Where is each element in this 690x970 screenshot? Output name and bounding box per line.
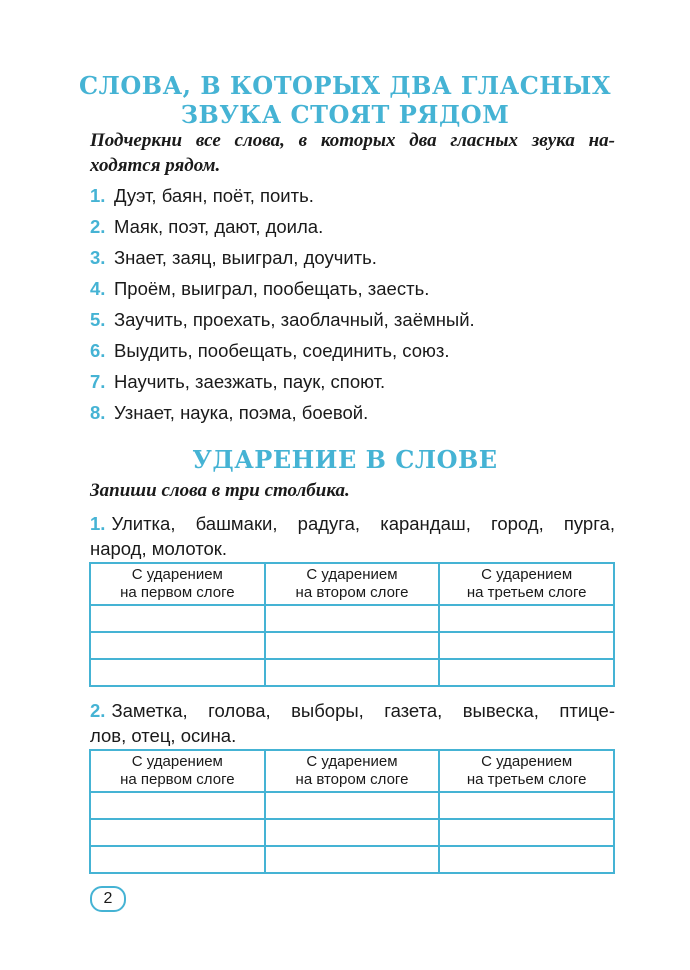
page-number: 2	[90, 886, 126, 912]
column-header-first-syllable	[90, 563, 265, 605]
header-line2: на втором слоге	[295, 584, 409, 601]
table-row	[90, 792, 614, 819]
section1-title-line1: СЛОВА, В КОТОРЫХ ДВА ГЛАСНЫХ	[79, 71, 611, 100]
task-number: 2.	[90, 700, 106, 721]
item-text: Научить, заезжать, паук, споют.	[114, 371, 386, 392]
answer-cell[interactable]	[265, 819, 440, 846]
answer-cell[interactable]	[265, 605, 440, 632]
answer-cell[interactable]	[90, 605, 265, 632]
header-line1: С ударением	[481, 566, 573, 583]
task-1-line1	[90, 511, 615, 536]
header-line2: на третьем слоге	[466, 584, 587, 601]
column-header-first-syllable	[90, 750, 265, 792]
header-line2: на третьем слоге	[466, 771, 587, 788]
answer-cell[interactable]	[265, 846, 440, 873]
instruction-line2: ходятся рядом.	[90, 155, 221, 176]
section2-instruction: Запиши слова в три столбика.	[90, 480, 350, 501]
task-text: Заметка, голова, выборы, газета, вывеска, птице-	[111, 700, 615, 721]
answer-cell[interactable]	[90, 659, 265, 686]
item-number: 7.	[90, 371, 106, 392]
item-text: Проём, выиграл, пообещать, заесть.	[114, 278, 430, 299]
section1-title-line2: ЗВУКА СТОЯТ РЯДОМ	[180, 100, 510, 129]
item-text: Выудить, пообещать, соединить, союз.	[114, 340, 450, 361]
task-2-line2: лов, отец, осина.	[90, 725, 237, 746]
section1-instruction	[90, 128, 615, 178]
answer-cell[interactable]	[439, 632, 614, 659]
list-item	[90, 304, 475, 335]
column-header-third-syllable	[439, 563, 614, 605]
answer-cell[interactable]	[90, 632, 265, 659]
answer-cell[interactable]	[439, 819, 614, 846]
header-line2: на первом слоге	[120, 771, 235, 788]
header-line1: С ударением	[306, 566, 398, 583]
task-2	[90, 698, 615, 748]
item-text: Дуэт, баян, поёт, поить.	[114, 185, 314, 206]
task-2-line1	[90, 698, 615, 723]
task-1	[90, 511, 615, 561]
column-header-second-syllable	[265, 750, 440, 792]
list-item	[90, 366, 475, 397]
table-row	[90, 846, 614, 873]
stress-table-2	[89, 749, 615, 874]
answer-cell[interactable]	[265, 632, 440, 659]
answer-cell[interactable]	[439, 605, 614, 632]
header-line1: С ударением	[131, 753, 223, 770]
item-number: 4.	[90, 278, 106, 299]
answer-cell[interactable]	[439, 659, 614, 686]
list-item	[90, 397, 475, 428]
stress-table-1	[89, 562, 615, 687]
table-row	[90, 819, 614, 846]
item-number: 1.	[90, 185, 106, 206]
answer-cell[interactable]	[439, 846, 614, 873]
column-header-third-syllable	[439, 750, 614, 792]
table-row	[90, 605, 614, 632]
item-text: Знает, заяц, выиграл, доучить.	[114, 247, 377, 268]
answer-cell[interactable]	[265, 659, 440, 686]
list-item	[90, 335, 475, 366]
answer-cell[interactable]	[265, 792, 440, 819]
answer-cell[interactable]	[90, 819, 265, 846]
header-line1: С ударением	[306, 753, 398, 770]
answer-cell[interactable]	[439, 792, 614, 819]
item-text: Заучить, проехать, заоблачный, заёмный.	[114, 309, 475, 330]
answer-cell[interactable]	[90, 792, 265, 819]
task-1-line2: народ, молоток.	[90, 538, 228, 559]
item-text: Маяк, поэт, дают, доила.	[114, 216, 324, 237]
task-number: 1.	[90, 513, 106, 534]
section2-title: УДАРЕНИЕ В СЛОВЕ	[192, 445, 498, 474]
header-line1: С ударением	[481, 753, 573, 770]
header-line2: на втором слоге	[295, 771, 409, 788]
instruction-line1: Подчеркни все слова, в которых два гласных звука на-	[90, 130, 615, 151]
item-text: Узнает, наука, поэма, боевой.	[114, 402, 369, 423]
table-row	[90, 632, 614, 659]
item-number: 3.	[90, 247, 106, 268]
column-header-second-syllable	[265, 563, 440, 605]
answer-cell[interactable]	[90, 846, 265, 873]
header-line2: на первом слоге	[120, 584, 235, 601]
word-list	[90, 180, 475, 428]
list-item	[90, 242, 475, 273]
item-number: 2.	[90, 216, 106, 237]
task-text: Улитка, башмаки, радуга, карандаш, город, пурга,	[111, 513, 615, 534]
header-line1: С ударением	[131, 566, 223, 583]
list-item	[90, 211, 475, 242]
table-row	[90, 659, 614, 686]
item-number: 8.	[90, 402, 106, 423]
list-item	[90, 180, 475, 211]
list-item	[90, 273, 475, 304]
item-number: 6.	[90, 340, 106, 361]
item-number: 5.	[90, 309, 106, 330]
